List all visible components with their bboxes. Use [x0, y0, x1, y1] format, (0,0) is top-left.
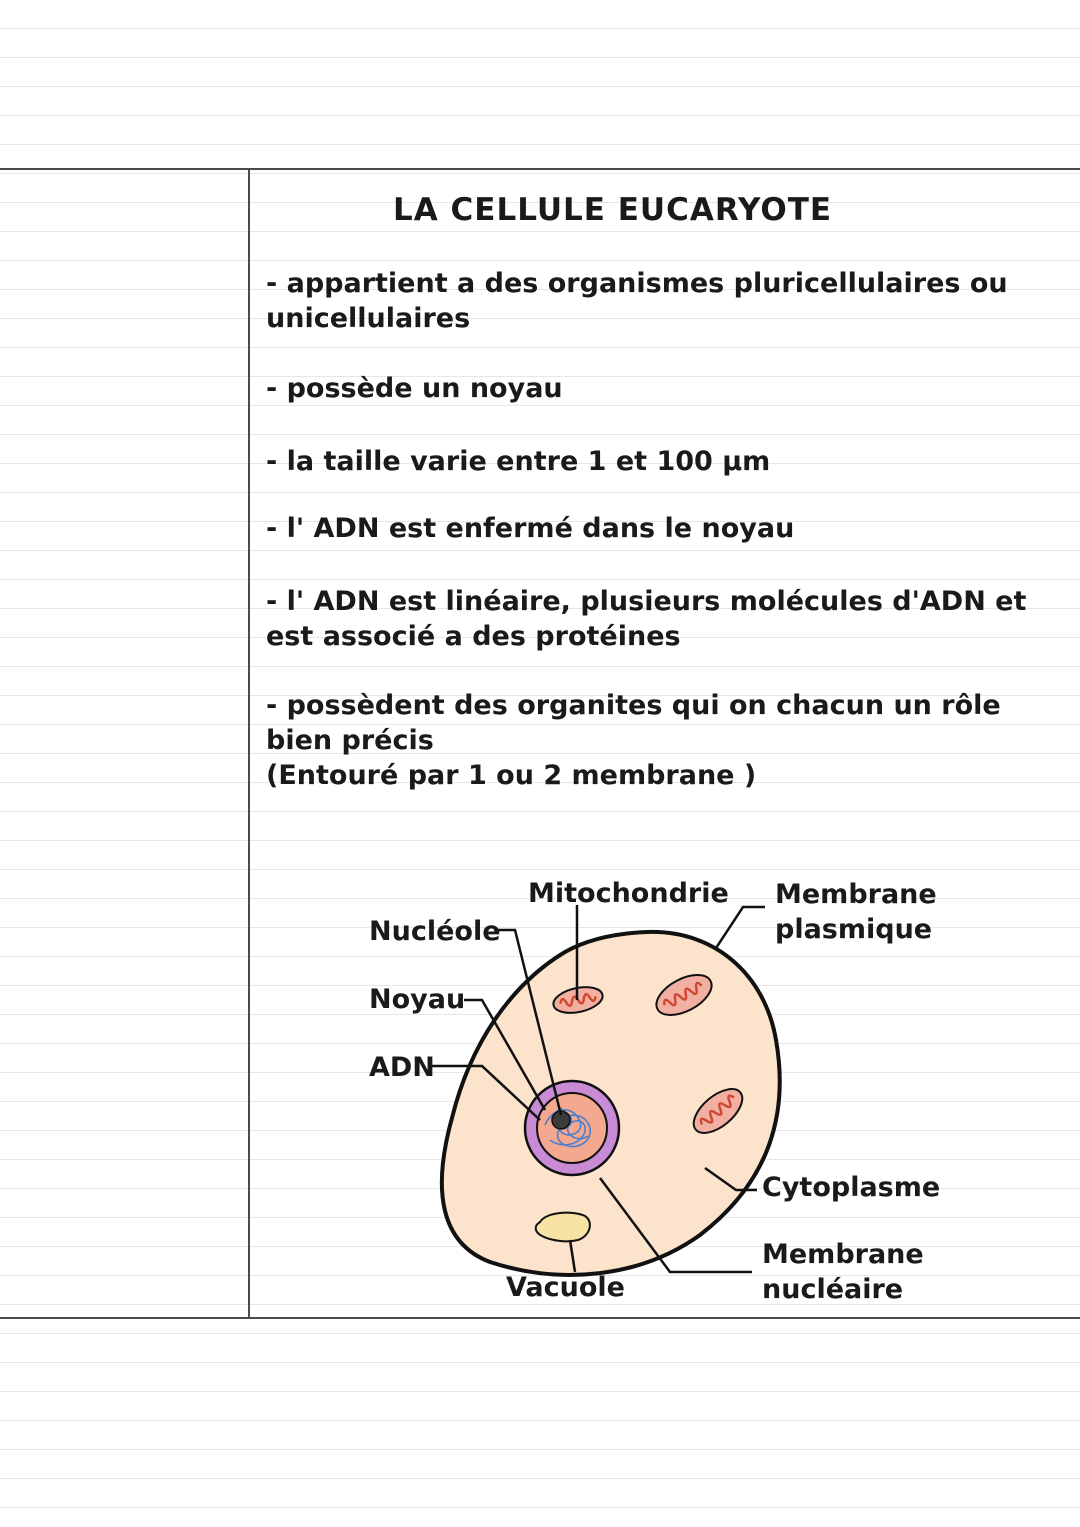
page-title: LA CELLULE EUCARYOTE: [393, 192, 833, 228]
bullet-line: - possède un noyau: [266, 373, 563, 404]
bullet-line: - la taille varie entre 1 et 100 µm: [266, 446, 771, 477]
label-adn: ADN: [369, 1052, 435, 1083]
bullet-line: bien précis: [266, 725, 434, 756]
label-noyau: Noyau: [369, 984, 466, 1015]
bullet-line: - l' ADN est linéaire, plusieurs molécules d'ADN et: [266, 586, 1027, 617]
bullet-line: - l' ADN est enfermé dans le noyau: [266, 513, 795, 544]
label-membrane-nucleaire-1: Membrane: [762, 1239, 924, 1270]
nucleus: [525, 1081, 619, 1175]
bullet-line: - appartient a des organismes pluricellulaires ou: [266, 268, 1008, 299]
bullet-line: (Entouré par 1 ou 2 membrane ): [266, 760, 757, 791]
label-membrane-plasmique-2: plasmique: [775, 914, 933, 945]
label-cytoplasme: Cytoplasme: [762, 1172, 941, 1203]
label-mitochondrie: Mitochondrie: [528, 878, 729, 909]
vacuole: [536, 1213, 590, 1242]
bullet-line: - possèdent des organites qui on chacun un rôle: [266, 690, 1001, 721]
bullet-line: unicellulaires: [266, 303, 471, 334]
label-membrane-plasmique-1: Membrane: [775, 879, 937, 910]
label-nucleole: Nucléole: [369, 916, 501, 947]
label-vacuole: Vacuole: [506, 1272, 625, 1303]
bullet-line: est associé a des protéines: [266, 621, 681, 652]
label-membrane-nucleaire-2: nucléaire: [762, 1274, 904, 1305]
